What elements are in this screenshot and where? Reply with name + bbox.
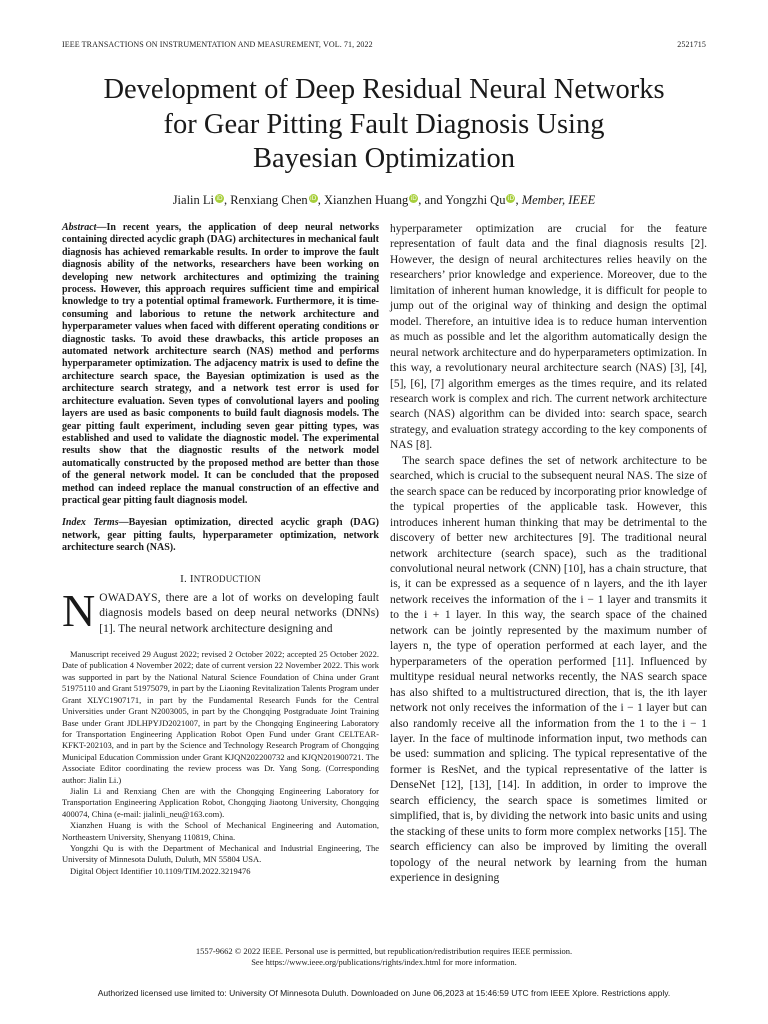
intro-paragraph bbox=[62, 584, 379, 638]
index-terms-label: Index Terms bbox=[62, 517, 119, 529]
section-name: NTRODUCTION bbox=[193, 573, 261, 584]
body-paragraph: The search space defines the set of network architecture to be searched, which is crucial to the subsequent neural NAS. The size of the search space can be reduced by incorporating prior knowledge of the typical properties of the applicable task. However, this introduces inherent human thinking that may be detrimental to the discovery of better new architectures [9]. The traditional neural network architecture (search space), such as the traditional convolutional neural network (CNN) [10], has a chain structure, that is, it can be expressed as a sequence of n layers, and the ith layer network receives the information of the i − 1 layer and transmits it to the i + 1 layer. In this way, the search space of the chained network can be jointly represented by the maximum number of layers n, the type of operation performed at each layer, and the hyperparameters of the operation performed [11]. Influenced by multitype residual neural networks recently, the NAS search space has also shifted to a multistructured direction, that is, the ith layer network not only receives the information of the i − 1 layer but can also randomly receive all the information from the 1 to the i − 1 layer. In the face of multinode information input, two methods can be used: summation and splicing. The typical representative of the former is ResNet, and the typical representative of the latter is DenseNet [12], [13], [14]. In addition, in order to improve the search efficiency, the search space is sometimes limited or simplified, that is, by dividing the network into basic units and using the stacking of these units to form more complex networks [15]. The search efficiency can also be improved by limiting the overall topology of the neural network by learning from the human experience in designing bbox=[390, 454, 707, 885]
author-separator: , bbox=[515, 193, 522, 207]
index-terms bbox=[62, 517, 379, 554]
orcid-icon[interactable]: iD bbox=[310, 195, 317, 202]
author-name: Jialin Li bbox=[172, 193, 215, 207]
footnote: Jialin Li and Renxiang Chen are with the Chongqing Engineering Laboratory for Transportation Engineering Application Robot, Chongqing Jiaotong University, Chongqing 400074, China (e-mail: jialinli_neu@163.com). bbox=[62, 785, 379, 819]
intro-text: there are a lot of works on developing fault diagnosis models based on deep neural networks (DNNs) [1]. The neural network architecture designing and bbox=[99, 591, 379, 635]
article-number: 2521715 bbox=[677, 40, 706, 49]
drop-cap: N bbox=[62, 584, 96, 636]
license-notice: Authorized licensed use limited to: University Of Minnesota Duluth. Downloaded on June 06,2023 at 15:46:59 UTC from IEEE Xplore. Restrictions apply. bbox=[97, 988, 671, 998]
author-name: , Xianzhen Huang bbox=[317, 193, 409, 207]
journal-name: IEEE TRANSACTIONS ON INSTRUMENTATION AND MEASUREMENT, VOL. 71, 2022 bbox=[62, 40, 373, 49]
footnotes bbox=[62, 649, 379, 877]
title-line: Development of Deep Residual Neural Networks bbox=[103, 74, 665, 105]
copyright-link[interactable]: See https://www.ieee.org/publications/rights/index.html for more information. bbox=[251, 957, 517, 968]
abstract bbox=[62, 222, 379, 507]
right-column bbox=[390, 222, 707, 886]
orcid-icon[interactable]: iD bbox=[410, 195, 417, 202]
index-terms-text: —Bayesian optimization, directed acyclic graph (DAG) network, gear pitting faults, hyperparameter optimization, network architecture search (NAS). bbox=[62, 517, 379, 554]
author-membership: Member, IEEE bbox=[521, 193, 596, 207]
footnote: Xianzhen Huang is with the School of Mechanical Engineering and Automation, Northeastern University, Shenyang 110819, China. bbox=[62, 820, 379, 842]
section-numeral: I. I bbox=[180, 572, 194, 585]
title-line: for Gear Pitting Fault Diagnosis Using bbox=[163, 108, 605, 140]
body-paragraph: hyperparameter optimization are crucial for the feature representation of fault data and the final diagnosis results [2]. However, the design of neural architectures relies heavily on the researchers’ prior knowledge and experience. Moreover, due to the limitation of inherent human knowledge, it is difficult for people to jump out of the original way of thinking and design the optimal model. Therefore, an intuitive idea is to reduce human intervention as much as possible and let the algorithm automatically design the neural network architecture and do hyperparameters optimization. In this way, a revolutionary neural architecture search (NAS) [3], [4], [5], [6], [7] algorithm emerges as the times require, and its related research work is complex and rich. The current network architecture search (NAS) algorithm can be divided into: search space, search strategy, and evaluation strategy according to the key components of NAS [8]. bbox=[390, 223, 707, 452]
abstract-label: Abstract bbox=[62, 222, 97, 233]
paper-title bbox=[40, 73, 728, 177]
title-line: Bayesian Optimization bbox=[253, 143, 515, 174]
author-name: , and Yongzhi Qu bbox=[418, 193, 506, 207]
copyright-line: 1557-9662 © 2022 IEEE. Personal use is permitted, but republication/redistribution requires IEEE permission. bbox=[195, 946, 573, 956]
footnote-doi[interactable]: Digital Object Identifier 10.1109/TIM.2022.3219476 bbox=[70, 865, 251, 876]
left-column bbox=[62, 222, 379, 877]
section-heading bbox=[62, 573, 379, 585]
copyright-notice bbox=[40, 946, 728, 969]
author-list bbox=[40, 193, 728, 208]
author-name: , Renxiang Chen bbox=[224, 193, 308, 207]
abstract-text: —In recent years, the application of deep neural networks containing directed acyclic graph (DAG) architectures in mechanical fault diagnosis has achieved remarkable results. In order to improve the fault diagnosis ability of the networks, researchers have been working on developing new network architectures and optimizing the training process. However, this approach requires sufficient time and empirical knowledge to try a potential optimal framework. Furthermore, it is time-consuming and laborious to retune the network architecture and hyperparameter values when faced with different operating conditions or diagnostic tasks. To avoid these drawbacks, this article proposes an automated network architecture search (NAS) method and performs hyperparameter optimization. The adjacency matrix is used to define the architecture search space, the Bayesian optimization is used as the architecture search strategy, and a network test error is used for architecture evaluation. Seven types of convolutional layers and pooling layers are used as basic components to build fault diagnosis models. The gear pitting fault experiment, including seven gear pitting types, was established and used to validate the diagnostic model. The experimental results show that the diagnostic results of the network model automatically constructed by the proposed method are better than those of the general network model. It can be concluded that the proposed method can indeed replace the manual construction of an effective and practical gear pitting fault diagnosis model. bbox=[62, 222, 379, 506]
orcid-icon[interactable]: iD bbox=[507, 195, 515, 202]
running-header bbox=[62, 40, 706, 49]
orcid-icon[interactable]: iD bbox=[216, 195, 223, 202]
footnote: Yongzhi Qu is with the Department of Mechanical and Industrial Engineering, The University of Minnesota Duluth, Duluth, MN 55804 USA. bbox=[62, 842, 379, 865]
intro-caps: OWADAYS, bbox=[99, 591, 161, 604]
footnote: Manuscript received 29 August 2022; revised 2 October 2022; accepted 25 October 2022. Date of publication 4 November 2022; date of current version 22 November 2022. This work was supported in part by the National Natural Science Foundation of China under Grant 51975110 and Grant 51975079, in part by the Liaoning Revitalization Talents Program under Grant XLYC1907171, in part by the Fundamental Research Funds for the Central Universities under Grant N2003005, in part by the Chongqing Postgraduate Joint Training Base under Grant JDLHPYJD2021007, in part by the Chongqing Engineering Laboratory for Transportation Engineering Application Robot Open Fund under Grant CELTEAR-KFKT-202103, and in part by the Science and Technology Research Program of Chongqing Municipal Education Commission under Grant KJQN202200732 and KJQN201900721. The Associate Editor coordinating the review process was Dr. Yang Song. (Corresponding author: Jialin Li.) bbox=[62, 649, 379, 785]
